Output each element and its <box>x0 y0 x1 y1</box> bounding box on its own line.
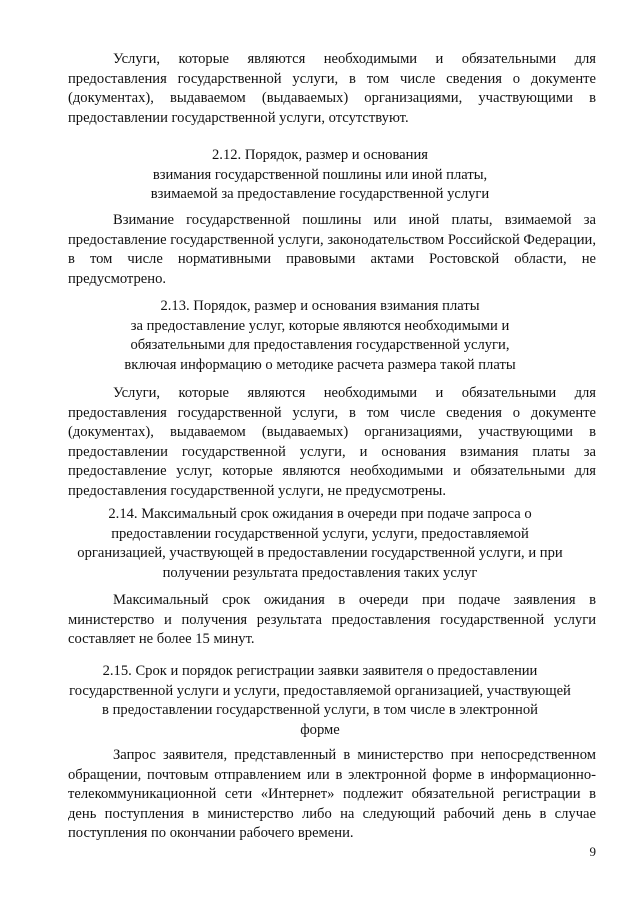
heading-2-15-line-1: 2.15. Срок и порядок регистрации заявки заявителя о предоставлении <box>102 663 538 679</box>
paragraph-fee-not-provided: Взимание государственной пошлины или иной платы, взимаемой за предоставление государственной услуги, законодательством Российской Федерации, в том числе нормативными правовыми актами Ростовской области, не предусмотрено. <box>68 212 596 287</box>
heading-2-13-line-2: за предоставление услуг, которые являются необходимыми и <box>130 317 510 334</box>
heading-2-15-line-4: форме <box>300 721 340 738</box>
heading-2-12-line-1: 2.12. Порядок, размер и основания <box>212 147 428 163</box>
heading-2-14-line-4: получении результата предоставления таких услуг <box>162 564 478 581</box>
heading-2-13-line-3: обязательными для предоставления государственной услуги, <box>130 337 510 353</box>
heading-2-15 <box>40 662 600 740</box>
heading-2-12-line-2: взимания государственной пошлины или иной платы, <box>152 166 488 183</box>
heading-2-14 <box>40 505 600 583</box>
heading-2-13 <box>40 297 600 375</box>
paragraph-waiting-time: Максимальный срок ожидания в очереди при подаче заявления в министерство и получения результата предоставления государственной услуги составляет не более 15 минут. <box>68 592 596 647</box>
paragraph-services-none: Услуги, которые являются необходимыми и обязательными для предоставления государственной услуги, в том числе сведения о документе (документах), выдаваемом (выдаваемых) организациями, участвующими в предоставлении государственной услуги, отсутствуют. <box>68 51 596 126</box>
heading-2-15-line-2: государственной услуги и услуги, предоставляемой организацией, участвующей <box>69 682 571 699</box>
heading-2-13-line-4: включая информацию о методике расчета размера такой платы <box>124 356 516 373</box>
paragraph-services-payment: Услуги, которые являются необходимыми и обязательными для предоставления государственной услуги, в том числе сведения о документе (документах), выдаваемом (выдаваемых) организациями, участвующими в предоставлении государственной услуги, и основания взимания платы за предоставление услуг, которые являются необходимыми и обязательными для предоставления государственной услуги, не предусмотрены. <box>68 385 596 499</box>
heading-2-12-line-3: взимаемой за предоставление государственной услуги <box>150 186 490 202</box>
heading-2-14-line-1: 2.14. Максимальный срок ожидания в очереди при подаче запроса о <box>108 506 532 522</box>
heading-2-14-line-3: организацией, участвующей в предоставлении государственной услуги, и при <box>77 545 563 561</box>
page-number: 9 <box>589 844 596 859</box>
heading-2-12 <box>40 146 600 205</box>
heading-2-13-line-1: 2.13. Порядок, размер и основания взимания платы <box>160 298 480 314</box>
heading-2-14-line-2: предоставлении государственной услуги, услуги, предоставляемой <box>111 525 529 542</box>
paragraph-request-registration: Запрос заявителя, представленный в министерство при непосредственном обращении, почтовым отправлением или в электронной форме в информационно-телекоммуникационной сети «Интернет» подлежит обязательной регистрации в день поступления в министерство либо на следующий рабочий день в случае поступления по окончании рабочего времени. <box>68 747 596 841</box>
heading-2-15-line-3: в предоставлении государственной услуги, в том числе в электронной <box>102 702 538 718</box>
